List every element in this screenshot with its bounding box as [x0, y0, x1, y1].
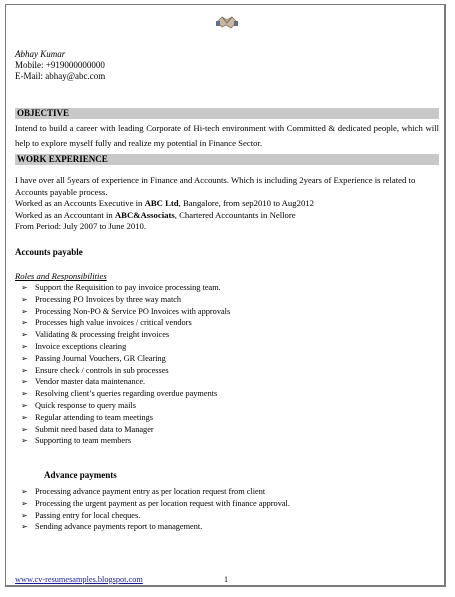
advance-payments-list [15, 486, 290, 533]
arrow-bullet-icon: ➢ [21, 412, 28, 422]
objective-text: Intend to build a career with leading Corporate of Hi-tech environment with Committed & dedicated people, which will help to explore myself fully and realize my potential in Finance Sector. [15, 123, 439, 148]
list-item [15, 424, 230, 436]
arrow-bullet-icon: ➢ [21, 365, 28, 375]
list-item-text: Sending advance payments report to management. [35, 522, 203, 532]
arrow-bullet-icon: ➢ [21, 377, 28, 387]
list-item [15, 435, 230, 447]
experience-line-1-prefix: Worked as an Accounts Executive in [15, 198, 145, 208]
arrow-bullet-icon: ➢ [21, 522, 28, 532]
footer-website-link[interactable]: www.cv-resumesamples.blogspot.com [15, 575, 143, 584]
roles-label: Roles and Responsibilities [15, 271, 107, 281]
list-item-text: Ensure check / controls in sub processes [35, 365, 169, 375]
page-number: 1 [224, 575, 228, 584]
arrow-bullet-icon: ➢ [21, 424, 28, 434]
list-item [15, 341, 230, 353]
list-item [15, 510, 290, 522]
resume-page [5, 4, 446, 587]
list-item-text: Invoice exceptions clearing [35, 341, 127, 351]
experience-line-2-prefix: Worked as an Accountant in [15, 209, 115, 220]
experience-line-2-suffix: , Chartered Accountants in Nellore [174, 209, 296, 220]
arrow-bullet-icon: ➢ [21, 498, 28, 508]
list-item [15, 365, 230, 377]
experience-line-1-suffix: , Bangalore, from sep2010 to Aug2012 [178, 198, 314, 208]
list-item [15, 317, 230, 329]
list-item [15, 400, 230, 412]
company-abc-associats: ABC&Associats [114, 209, 175, 220]
mobile-line: Mobile: +919000000000 [15, 60, 105, 70]
experience-line-3: From Period: July 2007 to June 2010. [15, 221, 147, 231]
list-item-text: Processing the urgent payment as per location request with finance approval. [35, 498, 290, 508]
list-item-text: Supporting to team members [35, 436, 132, 446]
arrow-bullet-icon: ➢ [21, 353, 28, 363]
list-item [15, 498, 290, 510]
handshake-icon [216, 13, 238, 31]
arrow-bullet-icon: ➢ [21, 510, 28, 520]
list-item-text: Processing advance payment entry as per location request from client [35, 487, 266, 496]
list-item [15, 388, 230, 400]
list-item [15, 376, 230, 388]
list-item [15, 412, 230, 424]
experience-summary: I have over all 5years of experience in Finance and Accounts. Which is including 2years of Experience is related to Accounts payable process. [15, 175, 416, 197]
arrow-bullet-icon: ➢ [21, 436, 28, 446]
list-item-text: Processing Non-PO & Service PO Invoices with approvals [35, 306, 231, 316]
accounts-payable-heading: Accounts payable [15, 247, 83, 257]
list-item [15, 353, 230, 365]
work-experience-text [15, 175, 439, 233]
advance-payments-heading: Advance payments [44, 470, 117, 480]
arrow-bullet-icon: ➢ [21, 283, 28, 292]
list-item-text: Support the Requisition to pay invoice processing team. [35, 283, 221, 292]
experience-line-2 [15, 210, 439, 222]
list-item-text: Quick response to query mails [35, 400, 136, 410]
list-item-text: Passing Journal Vouchers, GR Clearing [35, 353, 166, 363]
arrow-bullet-icon: ➢ [21, 400, 28, 410]
list-item-text: Resolving client’s queries regarding overdue payments [35, 389, 218, 399]
list-item-text: Processes high value invoices / critical vendors [35, 318, 192, 328]
list-item [15, 306, 230, 318]
arrow-bullet-icon: ➢ [21, 341, 28, 351]
arrow-bullet-icon: ➢ [21, 389, 28, 399]
list-item [15, 329, 230, 341]
list-item-text: Vendor master data maintenance. [35, 377, 146, 387]
objective-heading: OBJECTIVE [15, 108, 439, 119]
candidate-name: Abhay Kumar [15, 49, 66, 59]
company-abc-ltd: ABC Ltd [144, 198, 179, 208]
work-experience-heading: WORK EXPERIENCE [15, 154, 439, 165]
email-line: E-Mail: abhay@abc.com [15, 71, 106, 81]
contact-block [15, 49, 105, 82]
arrow-bullet-icon: ➢ [21, 487, 28, 496]
list-item-text: Validating & processing freight invoices [35, 330, 170, 340]
accounts-payable-list [15, 282, 230, 447]
list-item-text: Regular attending to team meetings [35, 412, 153, 422]
arrow-bullet-icon: ➢ [21, 318, 28, 328]
list-item-text: Processing PO Invoices by three way match [35, 294, 182, 304]
experience-line-1 [15, 198, 439, 210]
list-item [15, 521, 290, 533]
list-item [15, 282, 230, 294]
list-item [15, 486, 290, 498]
list-item-text: Passing entry for local cheques. [35, 510, 141, 520]
arrow-bullet-icon: ➢ [21, 294, 28, 304]
arrow-bullet-icon: ➢ [21, 330, 28, 340]
list-item [15, 294, 230, 306]
arrow-bullet-icon: ➢ [21, 306, 28, 316]
list-item-text: Submit need based data to Manager [35, 424, 154, 434]
